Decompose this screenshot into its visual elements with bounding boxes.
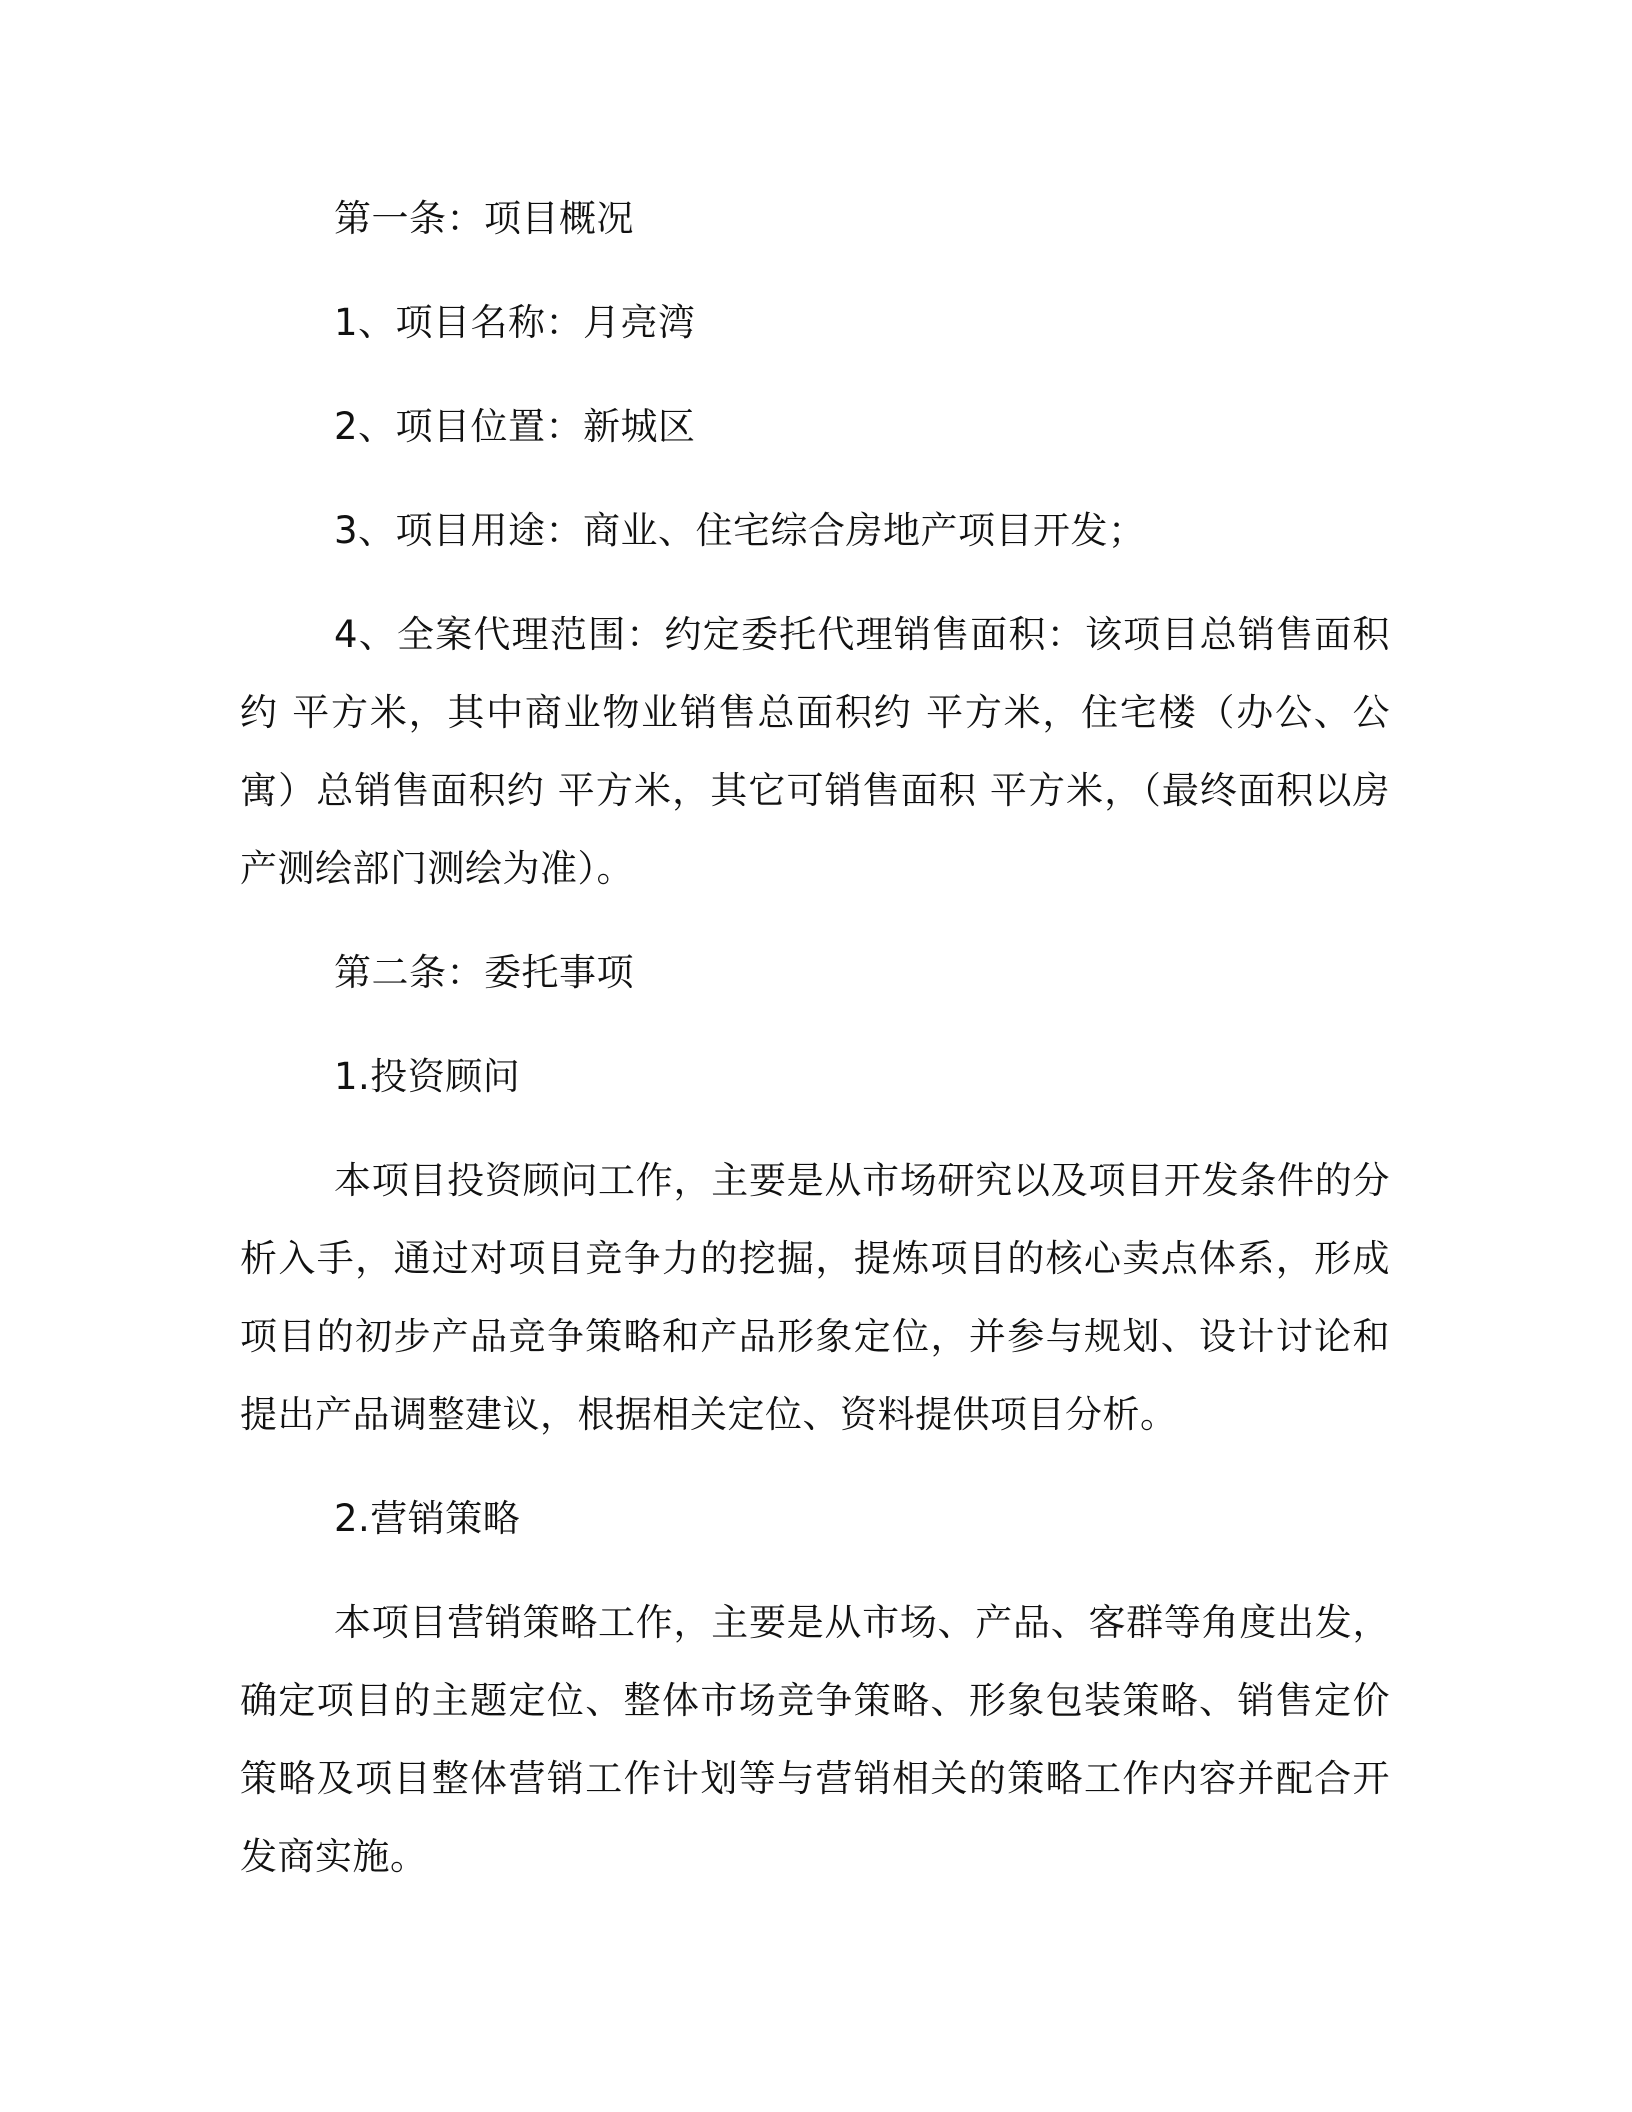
investment-consulting-heading: 1.投资顾问 [334, 1055, 521, 1098]
investment-consulting-paragraph: 本项目投资顾问工作，主要是从市场研究以及项目开发条件的分析入手，通过对项目竞争力的挖掘，提炼项目的核心卖点体系，形成项目的初步产品竞争策略和产品形象定位，并参与规划、设计讨论和提出产品调整建议，根据相关定位、资料提供项目分析。 [240, 1159, 1390, 1436]
article-2-heading: 第二条：委托事项 [334, 951, 634, 994]
marketing-strategy-paragraph: 本项目营销策略工作，主要是从市场、产品、客群等角度出发，确定项目的主题定位、整体市场竞争策略、形象包装策略、销售定价策略及项目整体营销工作计划等与营销相关的策略工作内容并配合开发商实施。 [240, 1601, 1390, 1878]
article-1-heading: 第一条：项目概况 [334, 197, 634, 240]
project-name-item: 1、项目名称：月亮湾 [334, 301, 696, 344]
document-page [240, 180, 1390, 1922]
project-location-item: 2、项目位置：新城区 [334, 405, 696, 448]
marketing-strategy-heading: 2.营销策略 [334, 1497, 521, 1540]
agency-scope-paragraph: 4、全案代理范围：约定委托代理销售面积：该项目总销售面积约 平方米，其中商业物业销售总面积约 平方米，住宅楼（办公、公寓）总销售面积约 平方米，其它可销售面积 平方米，（最终面积以房产测绘部门测绘为准）。 [240, 613, 1390, 890]
project-usage-item: 3、项目用途：商业、住宅综合房地产项目开发； [334, 509, 1146, 552]
